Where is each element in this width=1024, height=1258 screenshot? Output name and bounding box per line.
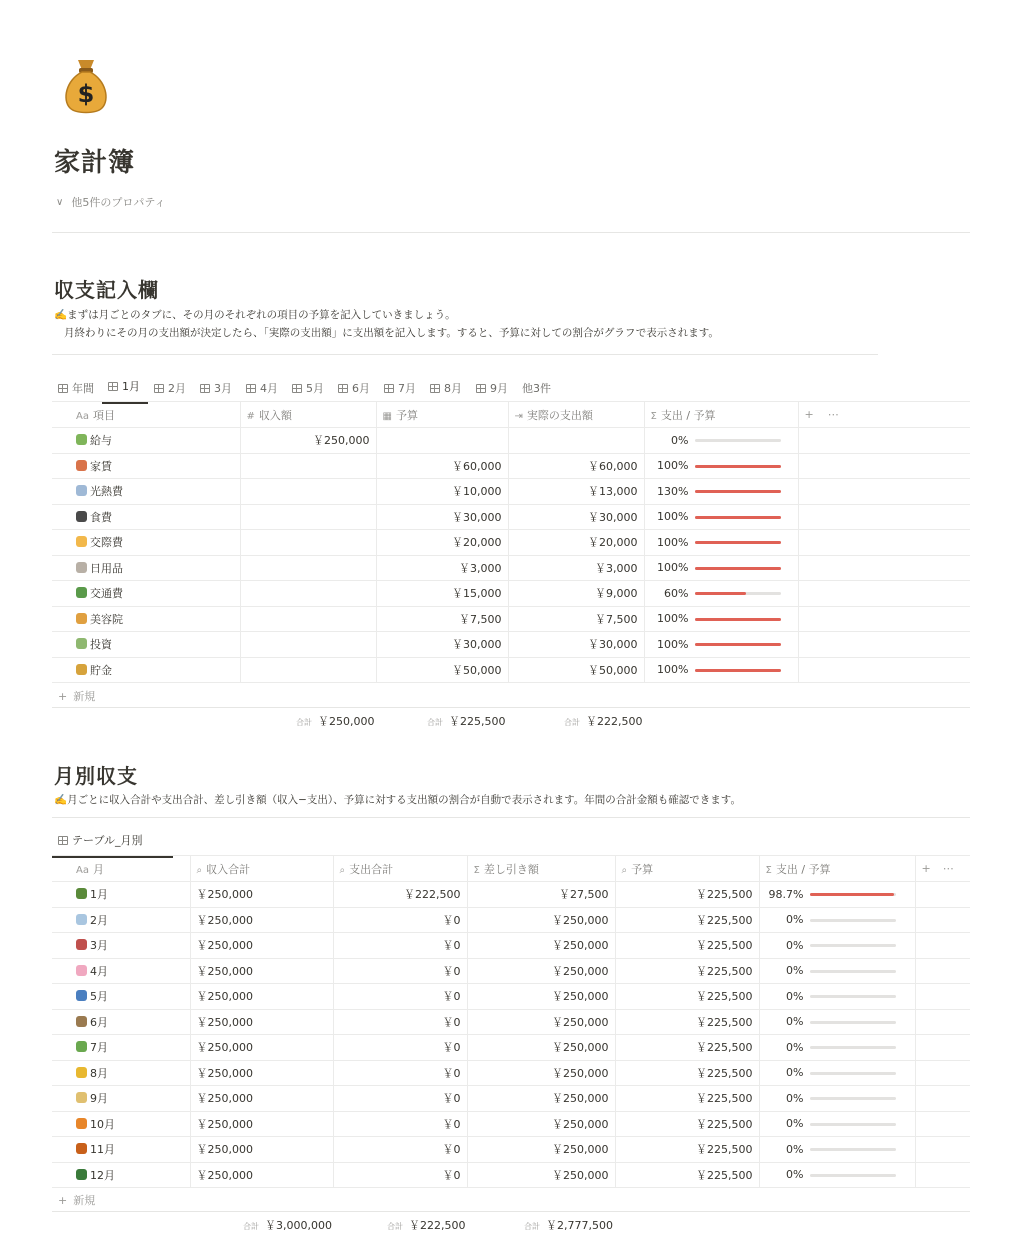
table-row[interactable]: [52, 555, 970, 581]
expense-total-cell[interactable]: ￥0: [333, 1086, 467, 1112]
ratio-cell[interactable]: 100%: [644, 504, 798, 530]
progress-bar: [810, 1046, 896, 1049]
monthly-table: [52, 855, 970, 1188]
table-row[interactable]: [52, 632, 970, 658]
sum-actual: 合計 ￥222,500: [564, 715, 643, 728]
income-cell[interactable]: ￥250,000: [240, 428, 376, 454]
actual-cell[interactable]: ￥30,000: [508, 504, 644, 530]
ratio-cell[interactable]: 0%: [759, 1035, 915, 1061]
name-cell[interactable]: 11月: [52, 1137, 190, 1163]
progress-bar: [810, 1148, 896, 1151]
budget-cell[interactable]: ￥10,000: [376, 479, 508, 505]
budget-cell[interactable]: ￥225,500: [615, 882, 759, 908]
tab-3[interactable]: 3月: [194, 378, 240, 404]
actual-cell[interactable]: [508, 428, 644, 454]
diff-cell[interactable]: ￥250,000: [467, 933, 615, 959]
diff-cell[interactable]: ￥27,500: [467, 882, 615, 908]
budget-cell[interactable]: ￥225,500: [615, 1086, 759, 1112]
actual-cell[interactable]: ￥30,000: [508, 632, 644, 658]
add-column-icon[interactable]: +: [804, 408, 814, 421]
tab-2[interactable]: 2月: [148, 378, 194, 404]
search-icon: ⌕: [196, 864, 203, 876]
table-icon: [200, 384, 210, 393]
table-icon: [384, 384, 394, 393]
calculator-icon: ▦: [382, 410, 392, 422]
sum-income-total: 合計 ￥3,000,000: [243, 1219, 332, 1232]
budget-cell[interactable]: ￥225,500: [615, 1035, 759, 1061]
tab-7[interactable]: 7月: [378, 378, 424, 404]
month-emoji-icon: [76, 1067, 87, 1078]
name-cell[interactable]: 投資: [52, 632, 240, 658]
table-icon: [292, 384, 302, 393]
progress-bar: [810, 1123, 896, 1126]
ratio-cell[interactable]: 98.7%: [759, 882, 915, 908]
section-title-monthly: 月別収支: [54, 764, 138, 788]
progress-bar-fill: [695, 669, 781, 672]
name-cell[interactable]: 10月: [52, 1111, 190, 1137]
column-header-budget[interactable]: ⌕ 予算: [615, 856, 759, 882]
name-cell[interactable]: 家賃: [52, 453, 240, 479]
budget-cell[interactable]: ￥50,000: [376, 657, 508, 683]
category-emoji-icon: [76, 613, 87, 624]
relation-icon: ⇥: [514, 410, 523, 422]
progress-bar-fill: [695, 618, 781, 621]
category-emoji-icon: [76, 638, 87, 649]
column-header-ratio[interactable]: Σ 支出 / 予算: [759, 856, 915, 882]
expense-total-cell[interactable]: ￥0: [333, 958, 467, 984]
column-header-income-total[interactable]: ⌕ 収入合計: [190, 856, 333, 882]
number-icon: #: [246, 410, 255, 422]
budget-cell[interactable]: ￥7,500: [376, 606, 508, 632]
expense-total-cell[interactable]: ￥0: [333, 1111, 467, 1137]
income-cell[interactable]: [240, 530, 376, 556]
progress-bar: [810, 1174, 896, 1177]
tab-0[interactable]: 年間: [52, 378, 102, 404]
add-new-month-row-button[interactable]: + 新規: [58, 1193, 96, 1207]
progress-bar-fill: [695, 516, 781, 519]
table-row[interactable]: [52, 530, 970, 556]
income-total-cell[interactable]: ￥250,000: [190, 1086, 333, 1112]
plus-icon: +: [58, 1193, 68, 1207]
column-header-month[interactable]: Aa 月: [52, 856, 190, 882]
budget-cell[interactable]: ￥30,000: [376, 632, 508, 658]
tab-6[interactable]: 6月: [332, 378, 378, 404]
search-icon: ⌕: [339, 864, 346, 876]
more-icon[interactable]: ⋯: [942, 862, 954, 875]
monthly-view-tabs: [52, 830, 173, 858]
name-cell[interactable]: 食費: [52, 504, 240, 530]
income-cell[interactable]: [240, 657, 376, 683]
income-total-cell[interactable]: ￥250,000: [190, 1137, 333, 1163]
name-cell[interactable]: 7月: [52, 1035, 190, 1061]
progress-bar: [695, 567, 781, 570]
budget-cell[interactable]: ￥3,000: [376, 555, 508, 581]
chevron-down-icon: ∨: [56, 196, 64, 208]
expense-total-cell[interactable]: ￥0: [333, 1035, 467, 1061]
progress-bar: [810, 1021, 896, 1024]
diff-cell[interactable]: ￥250,000: [467, 1009, 615, 1035]
ratio-cell[interactable]: 100%: [644, 606, 798, 632]
column-header-ratio[interactable]: Σ 支出 / 予算: [644, 402, 798, 428]
ratio-cell[interactable]: 130%: [644, 479, 798, 505]
table-row[interactable]: [52, 958, 970, 984]
budget-cell[interactable]: ￥225,500: [615, 907, 759, 933]
budget-cell[interactable]: ￥20,000: [376, 530, 508, 556]
column-header-actual[interactable]: ⇥ 実際の支出額: [508, 402, 644, 428]
column-actions: [915, 856, 970, 882]
month-emoji-icon: [76, 1041, 87, 1052]
income-cell[interactable]: [240, 453, 376, 479]
name-cell[interactable]: 2月: [52, 907, 190, 933]
budget-cell[interactable]: ￥225,500: [615, 1137, 759, 1163]
column-actions: [798, 402, 970, 428]
budget-cell[interactable]: ￥225,500: [615, 1060, 759, 1086]
progress-bar: [695, 541, 781, 544]
actual-cell[interactable]: ￥3,000: [508, 555, 644, 581]
category-emoji-icon: [76, 434, 87, 445]
month-emoji-icon: [76, 914, 87, 925]
table-row[interactable]: [52, 606, 970, 632]
table-row[interactable]: [52, 984, 970, 1010]
progress-bar: [695, 592, 781, 595]
income-cell[interactable]: [240, 632, 376, 658]
actual-cell[interactable]: ￥60,000: [508, 453, 644, 479]
name-cell[interactable]: 8月: [52, 1060, 190, 1086]
budget-cell[interactable]: ￥60,000: [376, 453, 508, 479]
tab-4[interactable]: 4月: [240, 378, 286, 404]
table-row[interactable]: [52, 504, 970, 530]
actual-cell[interactable]: ￥13,000: [508, 479, 644, 505]
category-emoji-icon: [76, 536, 87, 547]
category-emoji-icon: [76, 562, 87, 573]
month-emoji-icon: [76, 1118, 87, 1129]
category-emoji-icon: [76, 511, 87, 522]
ratio-cell[interactable]: 100%: [644, 555, 798, 581]
properties-toggle-label: 他5件のプロパティ: [71, 196, 166, 209]
column-header-expense-total[interactable]: ⌕ 支出合計: [333, 856, 467, 882]
sum-income: 合計 ￥250,000: [296, 715, 375, 728]
month-emoji-icon: [76, 1169, 87, 1180]
table-icon: [476, 384, 486, 393]
sum-expense-total: 合計 ￥222,500: [387, 1219, 466, 1232]
sum-budget: 合計 ￥225,500: [427, 715, 506, 728]
diff-cell[interactable]: ￥250,000: [467, 958, 615, 984]
table-row[interactable]: [52, 581, 970, 607]
expense-total-cell[interactable]: ￥222,500: [333, 882, 467, 908]
money-bag-icon: [60, 54, 112, 114]
income-cell[interactable]: [240, 479, 376, 505]
sum-diff-total: 合計 ￥2,777,500: [524, 1219, 613, 1232]
progress-bar: [695, 618, 781, 621]
progress-bar-fill: [695, 592, 747, 595]
expense-total-cell[interactable]: ￥0: [333, 1162, 467, 1188]
name-cell[interactable]: 貯金: [52, 657, 240, 683]
ratio-cell[interactable]: 100%: [644, 453, 798, 479]
expense-total-cell[interactable]: ￥0: [333, 1137, 467, 1163]
diff-cell[interactable]: ￥250,000: [467, 984, 615, 1010]
ratio-cell[interactable]: 0%: [759, 933, 915, 959]
table-icon: [246, 384, 256, 393]
month-emoji-icon: [76, 1143, 87, 1154]
name-cell[interactable]: 3月: [52, 933, 190, 959]
table-icon: [108, 382, 118, 391]
progress-bar: [810, 919, 896, 922]
ratio-cell[interactable]: 0%: [644, 428, 798, 454]
table-icon: [154, 384, 164, 393]
ratio-cell[interactable]: 0%: [759, 958, 915, 984]
month-emoji-icon: [76, 1016, 87, 1027]
table-row[interactable]: [52, 907, 970, 933]
month-emoji-icon: [76, 1092, 87, 1103]
progress-bar-fill: [695, 541, 781, 544]
actual-cell[interactable]: ￥7,500: [508, 606, 644, 632]
category-emoji-icon: [76, 485, 87, 496]
name-cell[interactable]: 12月: [52, 1162, 190, 1188]
progress-bar-fill: [695, 567, 781, 570]
formula-icon: Σ: [650, 410, 657, 422]
name-cell[interactable]: 交際費: [52, 530, 240, 556]
diff-cell[interactable]: ￥250,000: [467, 1111, 615, 1137]
table-icon: [430, 384, 440, 393]
tab-9[interactable]: 9月: [470, 378, 516, 404]
budget-cell[interactable]: ￥225,500: [615, 1111, 759, 1137]
progress-bar: [810, 1072, 896, 1075]
progress-bar: [695, 439, 781, 442]
budget-cell[interactable]: ￥225,500: [615, 1162, 759, 1188]
income-cell[interactable]: [240, 555, 376, 581]
income-total-cell[interactable]: ￥250,000: [190, 1111, 333, 1137]
formula-icon: Σ: [765, 864, 772, 876]
table-row[interactable]: [52, 1009, 970, 1035]
plus-icon: +: [58, 689, 68, 703]
month-emoji-icon: [76, 888, 87, 899]
budget-cell[interactable]: ￥225,500: [615, 1009, 759, 1035]
budget-cell[interactable]: [376, 428, 508, 454]
table-row[interactable]: [52, 1086, 970, 1112]
search-icon: ⌕: [621, 864, 628, 876]
more-icon[interactable]: ⋯: [827, 408, 839, 421]
progress-bar: [695, 643, 781, 646]
tab-5[interactable]: 5月: [286, 378, 332, 404]
table-icon: [338, 384, 348, 393]
view-tabs: [52, 376, 559, 404]
name-cell[interactable]: 光熱費: [52, 479, 240, 505]
expense-total-cell[interactable]: ￥0: [333, 933, 467, 959]
expense-total-cell[interactable]: ￥0: [333, 907, 467, 933]
formula-icon: Σ: [473, 864, 480, 876]
budget-cell[interactable]: ￥30,000: [376, 504, 508, 530]
table-row[interactable]: [52, 1162, 970, 1188]
actual-cell[interactable]: ￥50,000: [508, 657, 644, 683]
section2-description: ✍️月ごとに収入合計や支出合計、差し引き額（収入−支出）、予算に対する支出額の割合が自動で表示されます。年間の合計金額も確認できます。: [54, 794, 741, 806]
income-total-cell[interactable]: ￥250,000: [190, 1162, 333, 1188]
tab-8[interactable]: 8月: [424, 378, 470, 404]
tab-10[interactable]: 他3件: [522, 382, 551, 395]
ratio-cell[interactable]: 0%: [759, 1060, 915, 1086]
table-row[interactable]: [52, 428, 970, 454]
table-row[interactable]: [52, 882, 970, 908]
table-icon: [58, 836, 68, 845]
income-expense-table: [52, 401, 970, 683]
ratio-cell[interactable]: 100%: [644, 657, 798, 683]
diff-cell[interactable]: ￥250,000: [467, 1060, 615, 1086]
section1-description: ✍️まずは月ごとのタブに、その月のそれぞれの項目の予算を記入していきましょう。 月終わりにその月の支出額が決定したら、「実際の支出額」に支出額を記入します。すると、予算に対しての割合がグラフで表示されます。: [54, 309, 719, 339]
income-total-cell[interactable]: ￥250,000: [190, 984, 333, 1010]
progress-bar: [695, 465, 781, 468]
diff-cell[interactable]: ￥250,000: [467, 1137, 615, 1163]
ratio-cell[interactable]: 60%: [644, 581, 798, 607]
svg-text:$: $: [77, 80, 95, 108]
diff-cell[interactable]: ￥250,000: [467, 1162, 615, 1188]
name-cell[interactable]: 給与: [52, 428, 240, 454]
ratio-cell[interactable]: 0%: [759, 1137, 915, 1163]
add-column-icon[interactable]: +: [921, 862, 931, 875]
ratio-cell[interactable]: 100%: [644, 632, 798, 658]
table-row[interactable]: [52, 479, 970, 505]
table-row[interactable]: [52, 1060, 970, 1086]
add-new-row-button[interactable]: + 新規: [58, 689, 96, 703]
page-divider: [52, 232, 970, 233]
ratio-cell[interactable]: 0%: [759, 1162, 915, 1188]
income-total-cell[interactable]: ￥250,000: [190, 907, 333, 933]
month-emoji-icon: [76, 939, 87, 950]
section-title-income-expense: 収支記入欄: [54, 278, 159, 302]
table-row[interactable]: [52, 1111, 970, 1137]
budget-cell[interactable]: ￥15,000: [376, 581, 508, 607]
diff-cell[interactable]: ￥250,000: [467, 1086, 615, 1112]
category-emoji-icon: [76, 587, 87, 598]
name-cell[interactable]: 美容院: [52, 606, 240, 632]
actual-cell[interactable]: ￥20,000: [508, 530, 644, 556]
income-total-cell[interactable]: ￥250,000: [190, 1035, 333, 1061]
column-header-diff[interactable]: Σ 差し引き額: [467, 856, 615, 882]
table-row[interactable]: [52, 1035, 970, 1061]
income-total-cell[interactable]: ￥250,000: [190, 958, 333, 984]
progress-bar: [695, 516, 781, 519]
ratio-cell[interactable]: 0%: [759, 1009, 915, 1035]
progress-bar: [810, 970, 896, 973]
name-cell[interactable]: 5月: [52, 984, 190, 1010]
column-header-income[interactable]: # 収入額: [240, 402, 376, 428]
ratio-cell[interactable]: 0%: [759, 1111, 915, 1137]
tab-monthly-table[interactable]: テーブル_月別: [52, 830, 173, 858]
income-total-cell[interactable]: ￥250,000: [190, 1060, 333, 1086]
ratio-cell[interactable]: 0%: [759, 1086, 915, 1112]
progress-bar: [695, 669, 781, 672]
diff-cell[interactable]: ￥250,000: [467, 1035, 615, 1061]
name-cell[interactable]: 6月: [52, 1009, 190, 1035]
column-header-item[interactable]: Aa 項目: [52, 402, 240, 428]
table-row[interactable]: [52, 657, 970, 683]
expense-total-cell[interactable]: ￥0: [333, 1009, 467, 1035]
expense-total-cell[interactable]: ￥0: [333, 984, 467, 1010]
progress-bar: [810, 1097, 896, 1100]
category-emoji-icon: [76, 460, 87, 471]
expense-total-cell[interactable]: ￥0: [333, 1060, 467, 1086]
progress-bar-fill: [695, 490, 781, 493]
income-total-cell[interactable]: ￥250,000: [190, 1009, 333, 1035]
income-cell[interactable]: [240, 581, 376, 607]
progress-bar: [810, 944, 896, 947]
ratio-cell[interactable]: 100%: [644, 530, 798, 556]
name-cell[interactable]: 4月: [52, 958, 190, 984]
table-row[interactable]: [52, 453, 970, 479]
name-cell[interactable]: 1月: [52, 882, 190, 908]
tab-1[interactable]: 1月: [102, 376, 148, 404]
progress-bar-fill: [695, 643, 781, 646]
name-cell[interactable]: 日用品: [52, 555, 240, 581]
income-total-cell[interactable]: ￥250,000: [190, 933, 333, 959]
properties-toggle[interactable]: [56, 194, 165, 210]
progress-bar-fill: [695, 465, 781, 468]
name-cell[interactable]: 9月: [52, 1086, 190, 1112]
budget-cell[interactable]: ￥225,500: [615, 958, 759, 984]
month-emoji-icon: [76, 965, 87, 976]
table-row[interactable]: [52, 1137, 970, 1163]
budget-cell[interactable]: ￥225,500: [615, 933, 759, 959]
ratio-cell[interactable]: 0%: [759, 984, 915, 1010]
progress-bar: [695, 490, 781, 493]
progress-bar-fill: [810, 893, 895, 896]
name-cell[interactable]: 交通費: [52, 581, 240, 607]
income-cell[interactable]: [240, 504, 376, 530]
ratio-cell[interactable]: 0%: [759, 907, 915, 933]
income-total-cell[interactable]: ￥250,000: [190, 882, 333, 908]
column-header-budget[interactable]: ▦ 予算: [376, 402, 508, 428]
table-row[interactable]: [52, 933, 970, 959]
table-icon: [58, 384, 68, 393]
month-emoji-icon: [76, 990, 87, 1001]
progress-bar: [810, 893, 896, 896]
diff-cell[interactable]: ￥250,000: [467, 907, 615, 933]
actual-cell[interactable]: ￥9,000: [508, 581, 644, 607]
category-emoji-icon: [76, 664, 87, 675]
income-cell[interactable]: [240, 606, 376, 632]
page-title: 家計簿: [54, 148, 136, 178]
budget-cell[interactable]: ￥225,500: [615, 984, 759, 1010]
progress-bar: [810, 995, 896, 998]
